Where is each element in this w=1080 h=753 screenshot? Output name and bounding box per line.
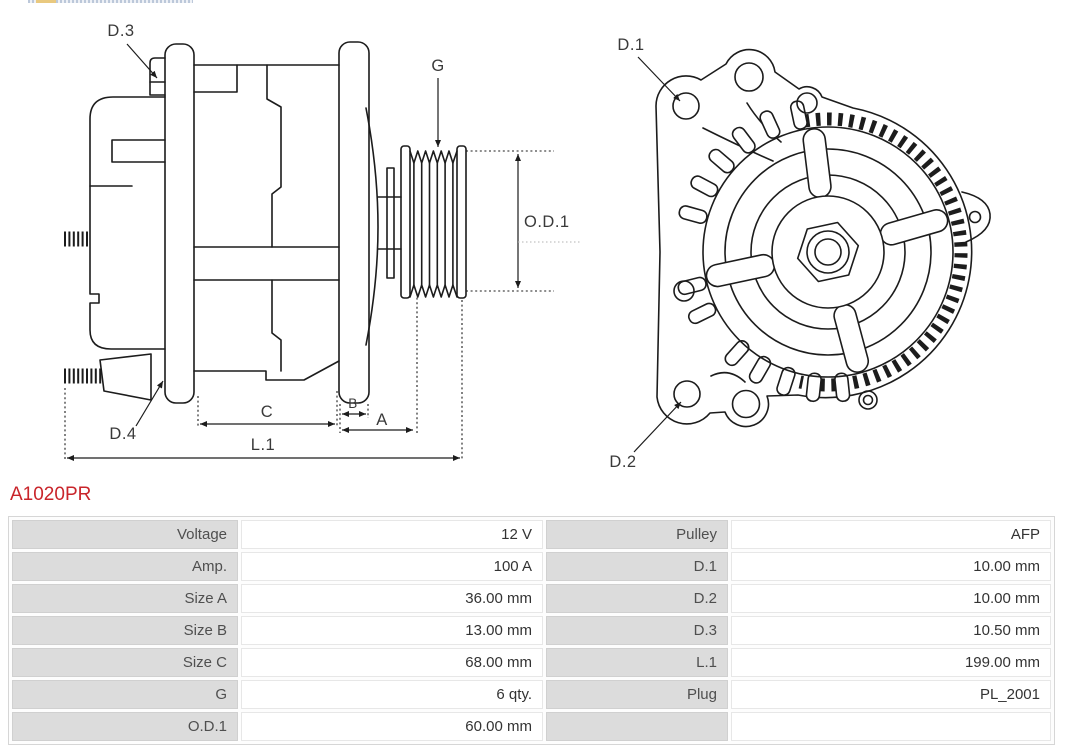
spec-label: Pulley	[546, 520, 728, 549]
spec-value	[731, 712, 1051, 741]
spec-label: Plug	[546, 680, 728, 709]
spec-label: Size B	[12, 616, 238, 645]
spec-label: O.D.1	[12, 712, 238, 741]
spec-label: Size C	[12, 648, 238, 677]
spec-value: 10.00 mm	[731, 552, 1051, 581]
spec-value: 199.00 mm	[731, 648, 1051, 677]
spec-label: L.1	[546, 648, 728, 677]
spec-value: 13.00 mm	[241, 616, 543, 645]
spec-label: D.2	[546, 584, 728, 613]
side-view-drawing	[64, 22, 580, 460]
spec-label: Amp.	[12, 552, 238, 581]
spec-value: 12 V	[241, 520, 543, 549]
dim-label-d4: D.4	[109, 425, 137, 443]
dim-label-a: A	[376, 411, 388, 429]
spec-value: 10.00 mm	[731, 584, 1051, 613]
dim-label-b: B	[348, 396, 358, 411]
spec-label: Voltage	[12, 520, 238, 549]
dim-label-d2: D.2	[609, 453, 637, 471]
spec-value: AFP	[731, 520, 1051, 549]
spec-label	[546, 712, 728, 741]
dim-label-l1: L.1	[250, 436, 276, 454]
spec-value: 6 qty.	[241, 680, 543, 709]
dim-label-d1: D.1	[617, 36, 645, 54]
pulley	[401, 146, 466, 298]
dim-label-od1: O.D.1	[524, 213, 570, 231]
spec-value: 36.00 mm	[241, 584, 543, 613]
dim-label-c: C	[260, 403, 274, 421]
spec-value: 100 A	[241, 552, 543, 581]
dim-label-d3: D.3	[107, 22, 135, 40]
spec-value: 68.00 mm	[241, 648, 543, 677]
front-view-drawing	[609, 36, 990, 471]
spec-value: 60.00 mm	[241, 712, 543, 741]
spec-label: Size A	[12, 584, 238, 613]
spec-label: G	[12, 680, 238, 709]
spec-table	[8, 516, 1055, 745]
spec-label: D.1	[546, 552, 728, 581]
part-number: A1020PR	[10, 484, 92, 505]
dim-label-g: G	[431, 57, 445, 75]
spec-value: 10.50 mm	[731, 616, 1051, 645]
spec-label: D.3	[546, 616, 728, 645]
spec-value: PL_2001	[731, 680, 1051, 709]
